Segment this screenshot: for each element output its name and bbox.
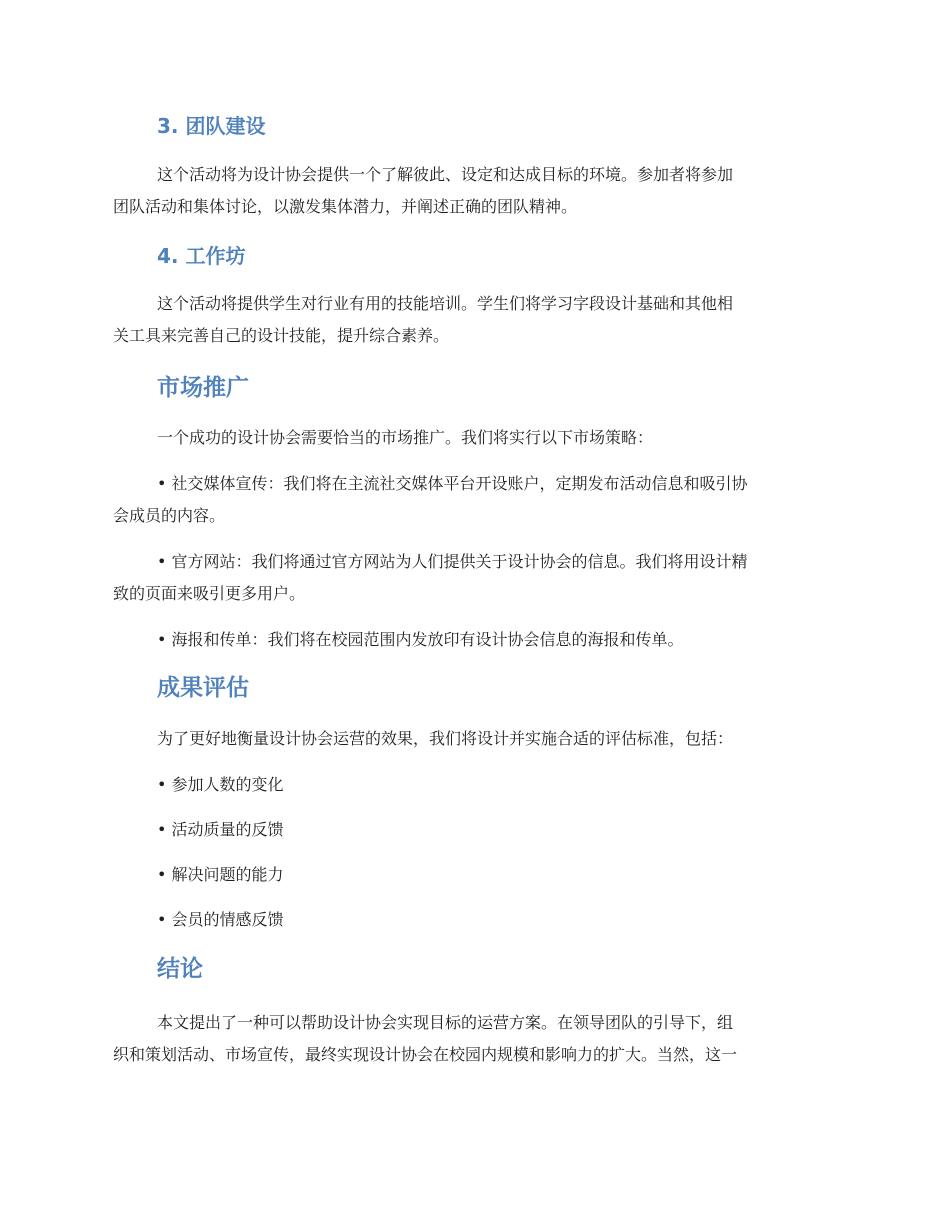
paragraph-conclusion — [113, 1007, 841, 1071]
list-item — [113, 546, 841, 610]
paragraph-line: 织和策划活动、市场宣传，最终实现设计协会在校园内规模和影响力的扩大。当然，这一 — [113, 1045, 738, 1064]
list-item-line: • 社交媒体宣传：我们将在主流社交媒体平台开设账户，定期发布活动信息和吸引协 — [157, 474, 748, 493]
paragraph-team-building — [113, 159, 841, 223]
list-item-line: 致的页面来吸引更多用户。 — [113, 584, 306, 603]
section-heading-team-building: 3. 团队建设 — [157, 114, 266, 138]
section-heading-conclusion: 结论 — [157, 956, 203, 982]
list-item: • 活动质量的反馈 — [157, 820, 284, 839]
list-item-line: 会成员的内容。 — [113, 506, 226, 525]
section-heading-evaluation: 成果评估 — [157, 675, 249, 701]
section-heading-marketing: 市场推广 — [157, 375, 249, 401]
paragraph-line: 本文提出了一种可以帮助设计协会实现目标的运营方案。在领导团队的引导下，组 — [157, 1013, 734, 1032]
paragraph-workshop — [113, 288, 841, 352]
list-item — [157, 624, 841, 656]
paragraph-evaluation-intro: 为了更好地衡量设计协会运营的效果，我们将设计并实施合适的评估标准，包括： — [157, 729, 734, 748]
paragraph-line: 这个活动将为设计协会提供一个了解彼此、设定和达成目标的环境。参加者将参加 — [157, 165, 734, 184]
paragraph-line: 这个活动将提供学生对行业有用的技能培训。学生们将学习字段设计基础和其他相 — [157, 294, 734, 313]
list-item: • 解决问题的能力 — [157, 865, 284, 884]
list-item: • 参加人数的变化 — [157, 775, 284, 794]
list-item — [113, 468, 841, 532]
list-item: • 会员的情感反馈 — [157, 910, 284, 929]
section-heading-workshop: 4. 工作坊 — [157, 244, 246, 268]
list-item-line: • 海报和传单：我们将在校园范围内发放印有设计协会信息的海报和传单。 — [157, 630, 684, 649]
list-item-line: • 官方网站：我们将通过官方网站为人们提供关于设计协会的信息。我们将用设计精 — [157, 552, 748, 571]
paragraph-marketing-intro: 一个成功的设计协会需要恰当的市场推广。我们将实行以下市场策略： — [157, 428, 654, 447]
paragraph-line: 团队活动和集体讨论，以激发集体潜力，并阐述正确的团队精神。 — [113, 197, 578, 216]
paragraph-line: 关工具来完善自己的设计技能，提升综合素养。 — [113, 326, 450, 345]
